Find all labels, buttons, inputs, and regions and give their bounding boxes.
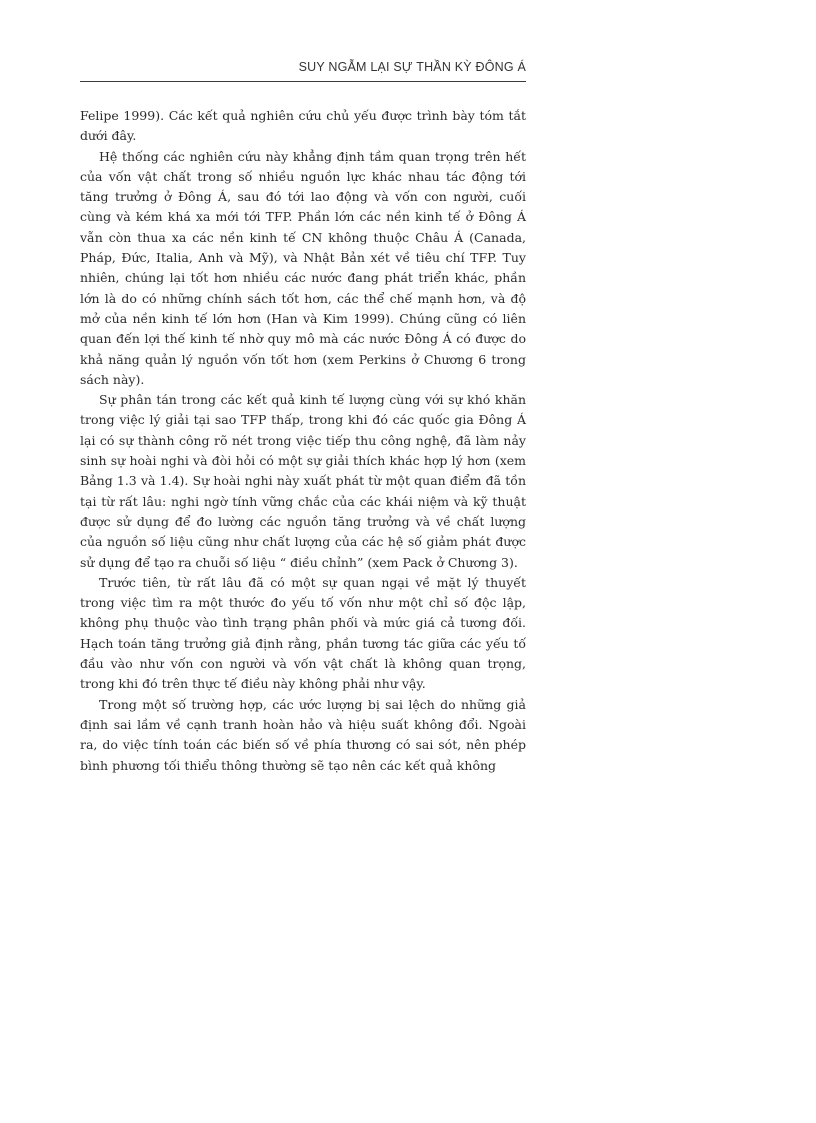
paragraph-continued: Felipe 1999). Các kết quả nghiên cứu chủ yếu được trình bày tóm tắt dưới đây. — [80, 108, 526, 144]
paragraph: Trong một số trường hợp, các ước lượng bị sai lệch do những giả định sai lầm về cạnh tranh hoàn hảo và hiệu suất không đổi. Ngoài ra, do việc tính toán các biến số về phía thương có sai sót, nên phép bình phương tối thiểu thông thường sẽ tạo nên các kết quả không — [80, 696, 526, 773]
running-header-title: SUY NGẪM LẠI SỰ THẦN KỲ ĐÔNG Á — [298, 60, 526, 74]
body-text — [80, 106, 526, 776]
header-rule — [80, 81, 526, 82]
paragraph: Trước tiên, từ rất lâu đã có một sự quan ngại về mặt lý thuyết trong việc tìm ra một thước đo yếu tố vốn như một chỉ số độc lập, không phụ thuộc vào tình trạng phân phối và mức giá cả tương đối. Hạch toán tăng trưởng giả định rằng, phần tương tác giữa các yếu tố đầu vào như vốn con người và vốn vật chất là không quan trọng, trong khi đó trên thực tế điều này không phải như vậy. — [80, 574, 526, 692]
paragraph: Sự phân tán trong các kết quả kinh tế lượng cùng với sự khó khăn trong việc lý giải tại sao TFP thấp, trong khi đó các quốc gia Đông Á lại có sự thành công rõ nét trong việc tiếp thu công nghệ, đã làm nảy sinh sự hoài nghi và đòi hỏi có một sự giải thích khác hợp lý hơn (xem Bảng 1.3 và 1.4). Sự hoài nghi này xuất phát từ một quan điểm đã tồn tại từ rất lâu: nghi ngờ tính vững chắc của các khái niệm và kỹ thuật được sử dụng để đo lường các nguồn tăng trưởng và về chất lượng của nguồn số liệu cũng như chất lượng của các hệ số giảm phát được sử dụng để tạo ra chuỗi số liệu “ điều chỉnh” (xem Pack ở Chương 3). — [80, 392, 526, 570]
paragraph: Hệ thống các nghiên cứu này khẳng định tầm quan trọng trên hết của vốn vật chất trong số nhiều nguồn lực khác nhau tác động tới tăng trưởng ở Đông Á, sau đó tới lao động và vốn con người, cuối cùng và kém khá xa mới tới TFP. Phần lớn các nền kinh tế ở Đông Á vẫn còn thua xa các nền kinh tế CN không thuộc Châu Á (Canada, Pháp, Đức, Italia, Anh và Mỹ), và Nhật Bản xét về tiêu chí TFP. Tuy nhiên, chúng lại tốt hơn nhiều các nước đang phát triển khác, phần lớn là do có những chính sách tốt hơn, các thể chế mạnh hơn, và độ mở của nền kinh tế lớn hơn (Han và Kim 1999). Chúng cũng có liên quan đến lợi thế kinh tế nhờ quy mô mà các nước Đông Á có được do khả năng quản lý nguồn vốn tốt hơn (xem Perkins ở Chương 6 trong sách này). — [80, 148, 526, 387]
